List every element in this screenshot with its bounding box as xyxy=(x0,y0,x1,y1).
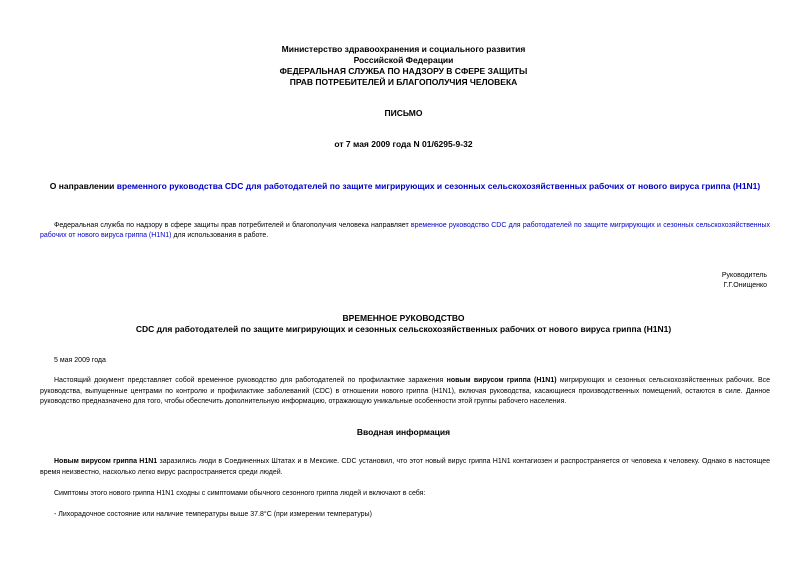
guide-para1-before: Настоящий документ представляет собой временное руководство для работодателей по профилактике заражения xyxy=(54,377,447,384)
symptom-list-item: - Лихорадочное состояние или наличие температуры выше 37.8°С (при измерении температуры) xyxy=(54,511,372,518)
intro-paragraph xyxy=(40,221,770,241)
guide-title: ВРЕМЕННОЕ РУКОВОДСТВО xyxy=(342,313,465,323)
section-paragraph-2: Симптомы этого нового гриппа H1N1 сходны с симптомами обычного сезонного гриппа людей и включают в себя: xyxy=(54,490,426,497)
section-para1-after: заразились люди в Соединенных Штатах и в Мексике. CDC установил, что этот новый вирус гриппа H1N1 контагиозен и распространяется от человека к человеку. Однако в настоящее время неизвестно, насколько легко вирус распространяется среди людей. xyxy=(40,458,770,476)
guide-subtitle: CDC для работодателей по защите мигрирующих и сезонных сельскохозяйственных рабочих от нового вируса гриппа (H1N1) xyxy=(135,324,672,334)
guide-date: 5 мая 2009 года xyxy=(54,357,106,364)
guide-para1-after: мигрирующих и сезонных сельскохозяйственных рабочих. Все руководства, выпущенные центрами по контролю и профилактике заболеваний (CDC) в отношении нового гриппа (H1N1), включая руководства, касающиеся производственных помещений, остаются в силе. Данное руководство предназначено для того, чтобы обеспечить дополнительную информацию, отражающую уникальные особенности этой группы рабочего населения. xyxy=(40,377,771,405)
document-type: ПИСЬМО xyxy=(384,108,423,118)
signature-name: Г.Г.Онищенко xyxy=(723,282,767,289)
subject-link[interactable]: временного руководства CDC для работодателей по защите мигрирующих и сезонных сельскохозяйственных рабочих от нового вируса гриппа (H1N1) xyxy=(116,181,761,191)
guide-para1-bold: новым вирусом гриппа (H1N1) xyxy=(446,377,557,384)
header-line-federation: Российской Федерации xyxy=(353,55,454,65)
signature-title: Руководитель xyxy=(721,272,767,279)
header-line-service: ФЕДЕРАЛЬНАЯ СЛУЖБА ПО НАДЗОРУ В СФЕРЕ ЗАЩИТЫ xyxy=(279,66,528,76)
document-subject xyxy=(40,181,770,192)
section-para1-bold: Новым вирусом гриппа H1N1 xyxy=(54,458,158,465)
intro-link[interactable]: временное руководство CDC для работодателей по защите мигрирующих и сезонных сельскохозяйственных рабочих от нового вируса гриппа (H1N1) xyxy=(40,222,770,239)
intro-text-before: Федеральная служба по надзору в сфере защиты прав потребителей и благополучия человека направляет xyxy=(54,222,411,229)
document-date-number: от 7 мая 2009 года N 01/6295-9-32 xyxy=(334,139,473,149)
header-line-ministry: Министерство здравоохранения и социального развития xyxy=(281,44,526,54)
guide-paragraph-1 xyxy=(40,376,770,408)
intro-text-after: для использования в работе. xyxy=(171,232,269,239)
issuer-header xyxy=(0,44,807,88)
header-line-rights: ПРАВ ПОТРЕБИТЕЛЕЙ И БЛАГОПОЛУЧИЯ ЧЕЛОВЕКА xyxy=(289,77,518,87)
section-paragraph-1 xyxy=(40,457,770,478)
signature-block xyxy=(722,271,767,291)
section-title: Вводная информация xyxy=(356,427,451,437)
subject-prefix: О направлении xyxy=(49,181,117,191)
